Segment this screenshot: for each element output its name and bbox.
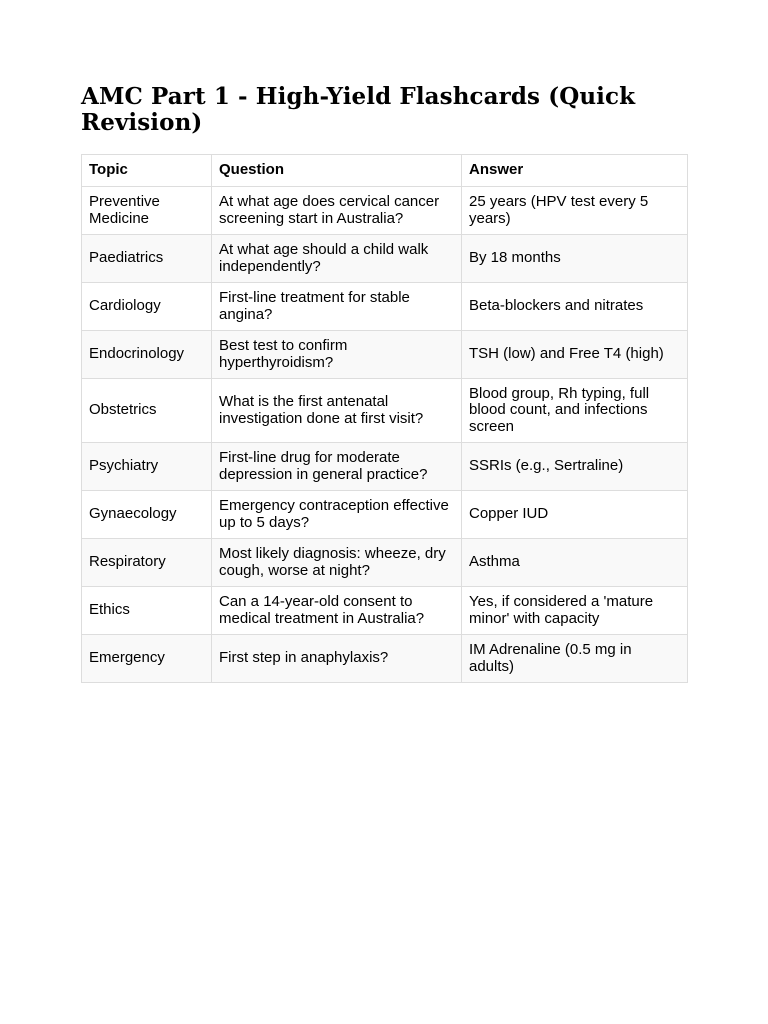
column-header-question: Question [212,155,462,187]
flashcards-table [81,154,688,683]
table-row [82,443,688,491]
table-row [82,635,688,683]
table-header-row [82,155,688,187]
cell-topic: Paediatrics [82,235,212,283]
cell-answer: 25 years (HPV test every 5 years) [462,187,688,235]
cell-question: Best test to confirm hyperthyroidism? [212,331,462,379]
cell-question: Can a 14-year-old consent to medical treatment in Australia? [212,587,462,635]
table-row [82,331,688,379]
cell-topic: Endocrinology [82,331,212,379]
table-row [82,539,688,587]
table-row [82,587,688,635]
column-header-topic: Topic [82,155,212,187]
cell-question: Emergency contraception effective up to 5 days? [212,491,462,539]
cell-question: First step in anaphylaxis? [212,635,462,683]
cell-question: Most likely diagnosis: wheeze, dry cough, worse at night? [212,539,462,587]
table-row [82,491,688,539]
cell-question: First-line drug for moderate depression in general practice? [212,443,462,491]
cell-topic: Psychiatry [82,443,212,491]
cell-topic: Respiratory [82,539,212,587]
cell-answer: Asthma [462,539,688,587]
cell-answer: SSRIs (e.g., Sertraline) [462,443,688,491]
table-row [82,235,688,283]
cell-answer: Beta-blockers and nitrates [462,283,688,331]
cell-answer: Yes, if considered a 'mature minor' with capacity [462,587,688,635]
cell-topic: Cardiology [82,283,212,331]
cell-question: What is the first antenatal investigation done at first visit? [212,379,462,443]
table-row [82,187,688,235]
table-row [82,379,688,443]
cell-answer: Copper IUD [462,491,688,539]
column-header-answer: Answer [462,155,688,187]
cell-topic: Preventive Medicine [82,187,212,235]
cell-answer: IM Adrenaline (0.5 mg in adults) [462,635,688,683]
cell-topic: Obstetrics [82,379,212,443]
cell-question: At what age does cervical cancer screening start in Australia? [212,187,462,235]
cell-topic: Ethics [82,587,212,635]
cell-topic: Gynaecology [82,491,212,539]
cell-answer: By 18 months [462,235,688,283]
cell-topic: Emergency [82,635,212,683]
cell-question: First-line treatment for stable angina? [212,283,462,331]
cell-answer: TSH (low) and Free T4 (high) [462,331,688,379]
document-title: AMC Part 1 - High-Yield Flashcards (Quick Revision) [81,83,636,136]
cell-answer: Blood group, Rh typing, full blood count, and infections screen [462,379,688,443]
table-row [82,283,688,331]
cell-question: At what age should a child walk independently? [212,235,462,283]
document-page [81,84,687,683]
